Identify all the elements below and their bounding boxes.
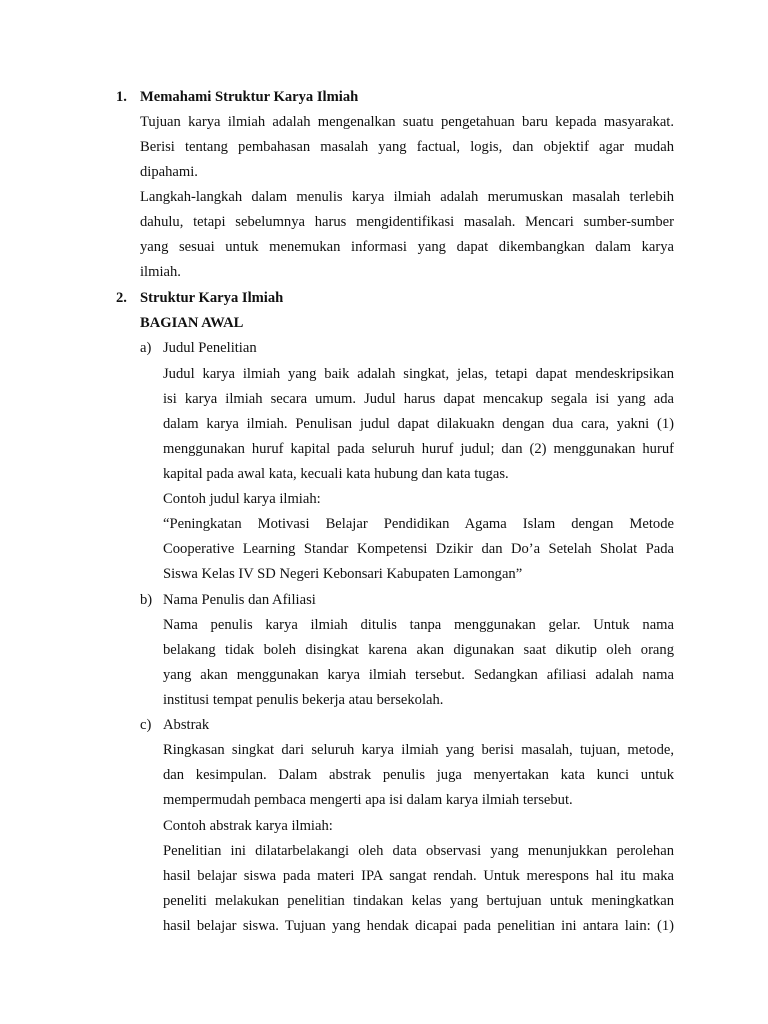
section-1-para2-line-3: yang sesuai untuk menemukan informasi yang dapat dikembangkan dalam karya xyxy=(140,239,674,255)
item-c-example-line-1: Penelitian ini dilatarbelakangi oleh data observasi yang menunjukkan perolehan xyxy=(163,843,674,859)
item-c-example-line-4: hasil belajar siswa. Tujuan yang hendak dicapai pada penelitian ini antara lain: (1) xyxy=(163,918,674,934)
section-1-para2-line-1: Langkah-langkah dalam menulis karya ilmiah adalah merumuskan masalah terlebih xyxy=(140,189,674,205)
subheading-bagian-awal: BAGIAN AWAL xyxy=(140,315,244,331)
item-a-para-line-1: Judul karya ilmiah yang baik adalah singkat, jelas, tetapi dapat mendeskripsikan xyxy=(163,366,674,382)
item-a-para-line-5: kapital pada awal kata, kecuali kata hubung dan kata tugas. xyxy=(163,466,509,482)
section-1-para2-line-2: dahulu, tetapi sebelumnya harus mengidentifikasi masalah. Mencari sumber-sumber xyxy=(140,214,674,230)
item-c-example-line-2: hasil belajar siswa pada materi IPA sangat rendah. Untuk merespons hal itu maka xyxy=(163,868,674,884)
item-c-marker: c) xyxy=(140,717,152,733)
item-a-title: Judul Penelitian xyxy=(163,340,257,356)
item-b-para-line-2: belakang tidak boleh disingkat karena akan digunakan saat dikutip oleh orang xyxy=(163,642,674,658)
section-2-number: 2. xyxy=(116,290,127,306)
section-1-para2-line-4: ilmiah. xyxy=(140,264,181,280)
section-1-para1-line-3: dipahami. xyxy=(140,164,198,180)
section-2-title: Struktur Karya Ilmiah xyxy=(140,290,284,306)
section-1-number: 1. xyxy=(116,89,127,105)
section-1-para1-line-1: Tujuan karya ilmiah adalah mengenalkan suatu pengetahuan baru kepada masyarakat. xyxy=(140,114,674,130)
item-a-example-line-2: Cooperative Learning Standar Kompetensi Dzikir dan Do’a Setelah Sholat Pada xyxy=(163,541,674,557)
item-c-example-label: Contoh abstrak karya ilmiah: xyxy=(163,818,333,834)
item-a-para-line-2: isi karya ilmiah secara umum. Judul harus dapat mencakup segala isi yang ada xyxy=(163,391,674,407)
item-c-para-line-2: dan kesimpulan. Dalam abstrak penulis juga menyertakan kata kunci untuk xyxy=(163,767,674,783)
item-a-example-line-1: “Peningkatan Motivasi Belajar Pendidikan Agama Islam dengan Metode xyxy=(163,516,674,532)
item-a-para-line-4: menggunakan huruf kapital pada seluruh huruf judul; dan (2) menggunakan huruf xyxy=(163,441,674,457)
item-c-para-line-1: Ringkasan singkat dari seluruh karya ilmiah yang berisi masalah, tujuan, metode, xyxy=(163,742,674,758)
section-1-title: Memahami Struktur Karya Ilmiah xyxy=(140,89,359,105)
item-a-marker: a) xyxy=(140,340,152,356)
item-b-para-line-4: institusi tempat penulis bekerja atau bersekolah. xyxy=(163,692,444,708)
item-b-para-line-3: yang akan menggunakan karya ilmiah tersebut. Sedangkan afiliasi adalah nama xyxy=(163,667,674,683)
item-c-example-line-3: peneliti melakukan penelitian tindakan kelas yang bertujuan untuk meningkatkan xyxy=(163,893,674,909)
section-1-para1-line-2: Berisi tentang pembahasan masalah yang factual, logis, dan objektif agar mudah xyxy=(140,139,674,155)
item-a-example-label: Contoh judul karya ilmiah: xyxy=(163,491,321,507)
item-c-para-line-3: mempermudah pembaca mengerti apa isi dalam karya ilmiah tersebut. xyxy=(163,792,573,808)
item-b-title: Nama Penulis dan Afiliasi xyxy=(163,592,316,608)
item-a-para-line-3: dalam karya ilmiah. Penulisan judul dapat dilakuakn dengan dua cara, yakni (1) xyxy=(163,416,674,432)
item-c-title: Abstrak xyxy=(163,717,210,733)
item-a-example-line-3: Siswa Kelas IV SD Negeri Kebonsari Kabupaten Lamongan” xyxy=(163,566,523,582)
item-b-para-line-1: Nama penulis karya ilmiah ditulis tanpa menggunakan gelar. Untuk nama xyxy=(163,617,674,633)
item-b-marker: b) xyxy=(140,592,153,608)
